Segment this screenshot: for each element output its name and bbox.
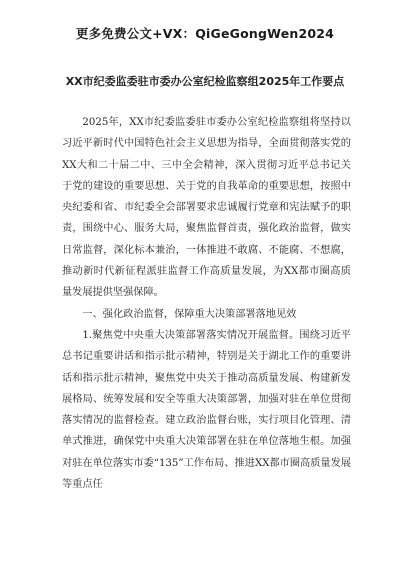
document-body (62, 112, 351, 495)
section-heading: 一、强化政治监督，保障重大决策部署落地见效 (82, 308, 297, 320)
intro-paragraph: 2025年，XX市纪委监委驻市委办公室纪检监察组将坚持以习近平新时代中国特色社会主义思想为指导，全面贯彻落实党的XX大和二十届二中、三中全会精神，深入贯彻习近平总书记关于党的建设的重要思想、关于党的自我革命的重要思想，按照中央纪委和省、市纪委全会部署要求忠诚履行党章和宪法赋予的职责，围绕中心、服务大局，聚焦监督首责，强化政治监督，做实日常监督，深化标本兼治，一体推进不敢腐、不能腐、不想腐，推动新时代新征程派驻监督工作高质量发展，为XX都市圈高质量发展提供坚强保障。 (62, 117, 351, 299)
document-title: XX市纪委监委驻市委办公室纪检监察组2025年工作要点 (65, 75, 345, 88)
promo-banner: 更多免费公文+VX：QiGeGongWen2024 (75, 26, 335, 41)
body-paragraph: 1.聚焦党中央重大决策部署落实情况开展监督。围绕习近平总书记重要讲话和指示批示精神，特别是关于湖北工作的重要讲话和指示批示精神，聚焦党中央关于推动高质量发展、构建新发展格局、统筹发展和安全等重大决策部署，加强对驻在单位贯彻落实情况的监督检查。建立政治监督台账，实行项目化管理、清单式推进，确保党中央重大决策部署在驻在单位落地生根。加强对驻在单位落实市委“135”工作布局、推进XX都市圈高质量发展等重点任 (62, 329, 351, 491)
